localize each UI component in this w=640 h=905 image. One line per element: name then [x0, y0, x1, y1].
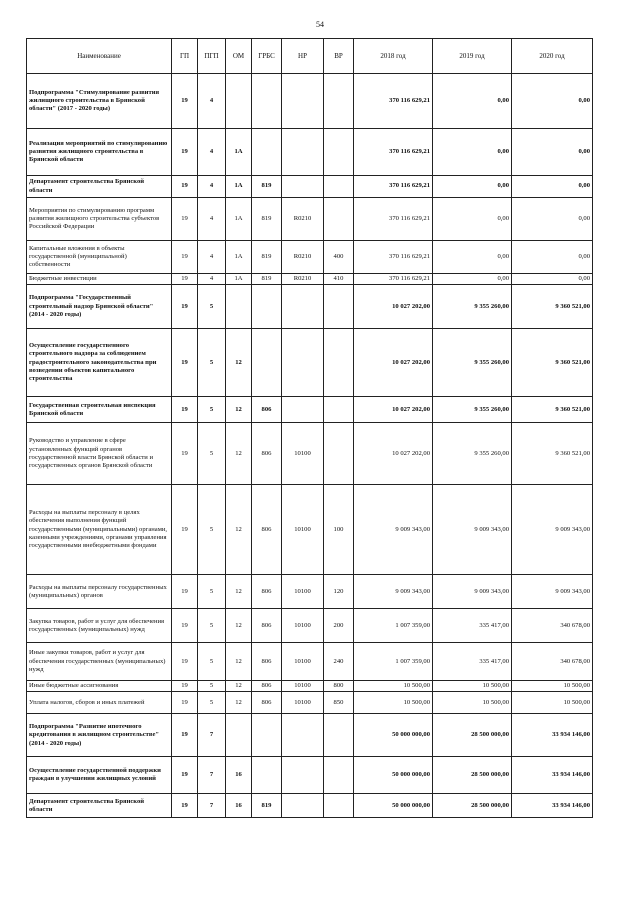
cell-nr: 10100 — [282, 423, 324, 485]
cell-y2020: 0,00 — [512, 129, 593, 176]
cell-y2020: 0,00 — [512, 176, 593, 198]
cell-om: 1А — [226, 241, 252, 274]
cell-grbs: 819 — [252, 794, 282, 818]
header-name: Наименование — [27, 39, 172, 74]
cell-y2019: 335 417,00 — [433, 643, 512, 681]
cell-vr: 200 — [324, 609, 354, 643]
cell-pgp: 4 — [198, 274, 226, 285]
cell-gp: 19 — [172, 575, 198, 609]
cell-pgp: 4 — [198, 241, 226, 274]
page-number: 54 — [316, 20, 324, 29]
cell-name: Закупка товаров, работ и услуг для обеспечения государственных (муниципальных) нужд — [27, 609, 172, 643]
cell-y2019: 28 500 000,00 — [433, 794, 512, 818]
cell-gp: 19 — [172, 274, 198, 285]
cell-gp: 19 — [172, 423, 198, 485]
cell-pgp: 5 — [198, 575, 226, 609]
cell-name: Расходы на выплаты персоналу государственных (муниципальных) органов — [27, 575, 172, 609]
cell-om: 12 — [226, 692, 252, 714]
cell-vr — [324, 757, 354, 794]
header-pgp: ПГП — [198, 39, 226, 74]
cell-name: Государственная строительная инспекция Брянской области — [27, 397, 172, 423]
cell-y2019: 9 009 343,00 — [433, 575, 512, 609]
cell-vr: 410 — [324, 274, 354, 285]
header-vr: ВР — [324, 39, 354, 74]
cell-vr: 850 — [324, 692, 354, 714]
cell-y2020: 10 500,00 — [512, 681, 593, 692]
cell-grbs: 819 — [252, 241, 282, 274]
cell-pgp: 5 — [198, 329, 226, 397]
cell-y2018: 370 116 629,21 — [354, 241, 433, 274]
table-row — [27, 609, 593, 643]
cell-y2018: 370 116 629,21 — [354, 176, 433, 198]
cell-grbs: 806 — [252, 609, 282, 643]
cell-om: 1А — [226, 176, 252, 198]
header-om: ОМ — [226, 39, 252, 74]
cell-gp: 19 — [172, 74, 198, 129]
table-row — [27, 397, 593, 423]
table-row — [27, 274, 593, 285]
cell-grbs: 819 — [252, 176, 282, 198]
table-body — [27, 74, 593, 818]
cell-y2018: 9 009 343,00 — [354, 485, 433, 575]
cell-name: Руководство и управление в сфере установленных функций органов государственной власти Брянской области и государственных органов Брянской области — [27, 423, 172, 485]
cell-gp: 19 — [172, 714, 198, 757]
cell-grbs — [252, 129, 282, 176]
cell-nr: 10100 — [282, 643, 324, 681]
cell-y2018: 370 116 629,21 — [354, 129, 433, 176]
cell-name: Осуществление государственного строительного надзора за соблюдением градостроительного законодательства при возведении объектов капитального строительства — [27, 329, 172, 397]
cell-y2019: 0,00 — [433, 241, 512, 274]
table-row — [27, 241, 593, 274]
cell-y2018: 10 027 202,00 — [354, 423, 433, 485]
cell-pgp: 5 — [198, 285, 226, 329]
cell-grbs — [252, 285, 282, 329]
cell-name: Департамент строительства Брянской области — [27, 176, 172, 198]
cell-vr: 240 — [324, 643, 354, 681]
table-row — [27, 575, 593, 609]
cell-pgp: 4 — [198, 198, 226, 241]
table-row — [27, 485, 593, 575]
cell-vr — [324, 129, 354, 176]
cell-pgp: 4 — [198, 176, 226, 198]
cell-grbs: 819 — [252, 198, 282, 241]
cell-pgp: 5 — [198, 681, 226, 692]
cell-grbs — [252, 329, 282, 397]
cell-om: 1А — [226, 198, 252, 241]
cell-vr: 800 — [324, 681, 354, 692]
cell-gp: 19 — [172, 285, 198, 329]
cell-y2019: 9 009 343,00 — [433, 485, 512, 575]
cell-y2019: 10 500,00 — [433, 681, 512, 692]
table-row — [27, 681, 593, 692]
cell-grbs: 806 — [252, 485, 282, 575]
cell-gp: 19 — [172, 241, 198, 274]
cell-grbs: 806 — [252, 643, 282, 681]
cell-grbs: 806 — [252, 575, 282, 609]
cell-nr — [282, 176, 324, 198]
cell-gp: 19 — [172, 329, 198, 397]
cell-om: 12 — [226, 397, 252, 423]
cell-grbs — [252, 74, 282, 129]
cell-name: Реализация мероприятий по стимулированию развития жилищного строительства в Брянской области — [27, 129, 172, 176]
cell-vr — [324, 423, 354, 485]
cell-y2020: 340 678,00 — [512, 643, 593, 681]
cell-y2018: 10 500,00 — [354, 692, 433, 714]
cell-y2020: 9 009 343,00 — [512, 575, 593, 609]
cell-gp: 19 — [172, 609, 198, 643]
cell-om — [226, 74, 252, 129]
cell-nr — [282, 329, 324, 397]
cell-om: 12 — [226, 575, 252, 609]
cell-pgp: 5 — [198, 643, 226, 681]
table-header-row — [27, 39, 593, 74]
cell-y2019: 28 500 000,00 — [433, 757, 512, 794]
cell-nr: R0210 — [282, 241, 324, 274]
cell-vr: 100 — [324, 485, 354, 575]
table-row — [27, 176, 593, 198]
cell-vr — [324, 794, 354, 818]
cell-om: 12 — [226, 643, 252, 681]
cell-y2018: 370 116 629,21 — [354, 274, 433, 285]
cell-y2020: 10 500,00 — [512, 692, 593, 714]
cell-name: Капитальные вложения в объекты государственной (муниципальной) собственности — [27, 241, 172, 274]
cell-y2018: 9 009 343,00 — [354, 575, 433, 609]
cell-pgp: 7 — [198, 714, 226, 757]
cell-name: Подпрограмма "Развитие ипотечного кредитования в жилищном строительстве" (2014 - 2020 годы) — [27, 714, 172, 757]
cell-vr — [324, 397, 354, 423]
cell-gp: 19 — [172, 692, 198, 714]
table-row — [27, 714, 593, 757]
cell-y2019: 0,00 — [433, 74, 512, 129]
cell-name: Департамент строительства Брянской области — [27, 794, 172, 818]
cell-pgp: 5 — [198, 485, 226, 575]
cell-om — [226, 285, 252, 329]
header-2019: 2019 год — [433, 39, 512, 74]
cell-nr: 10100 — [282, 575, 324, 609]
cell-om: 16 — [226, 757, 252, 794]
cell-y2020: 33 934 146,00 — [512, 794, 593, 818]
cell-gp: 19 — [172, 681, 198, 692]
cell-nr — [282, 757, 324, 794]
cell-gp: 19 — [172, 176, 198, 198]
table-row — [27, 329, 593, 397]
cell-gp: 19 — [172, 643, 198, 681]
cell-gp: 19 — [172, 198, 198, 241]
cell-y2019: 0,00 — [433, 129, 512, 176]
table-row — [27, 692, 593, 714]
cell-grbs: 806 — [252, 397, 282, 423]
cell-nr: 10100 — [282, 485, 324, 575]
cell-y2019: 0,00 — [433, 274, 512, 285]
cell-nr: R0210 — [282, 198, 324, 241]
cell-grbs: 806 — [252, 423, 282, 485]
table-row — [27, 794, 593, 818]
cell-pgp: 5 — [198, 397, 226, 423]
cell-y2020: 9 360 521,00 — [512, 397, 593, 423]
budget-table — [26, 38, 593, 818]
cell-nr — [282, 714, 324, 757]
cell-y2018: 370 116 629,21 — [354, 198, 433, 241]
cell-name: Подпрограмма "Государственный строительный надзор Брянской области" (2014 - 2020 годы) — [27, 285, 172, 329]
cell-grbs: 806 — [252, 681, 282, 692]
cell-y2018: 50 000 000,00 — [354, 714, 433, 757]
cell-y2018: 10 027 202,00 — [354, 397, 433, 423]
cell-grbs: 806 — [252, 692, 282, 714]
cell-vr — [324, 74, 354, 129]
cell-pgp: 7 — [198, 794, 226, 818]
cell-y2020: 9 009 343,00 — [512, 485, 593, 575]
cell-pgp: 5 — [198, 423, 226, 485]
cell-y2019: 9 355 260,00 — [433, 329, 512, 397]
cell-vr — [324, 285, 354, 329]
cell-y2019: 335 417,00 — [433, 609, 512, 643]
cell-nr — [282, 285, 324, 329]
cell-y2020: 340 678,00 — [512, 609, 593, 643]
cell-y2020: 0,00 — [512, 241, 593, 274]
cell-om: 12 — [226, 423, 252, 485]
cell-nr: R0210 — [282, 274, 324, 285]
cell-pgp: 5 — [198, 609, 226, 643]
cell-name: Мероприятия по стимулированию программ развития жилищного строительства субъектов Российской Федерации — [27, 198, 172, 241]
cell-vr — [324, 176, 354, 198]
table-row — [27, 757, 593, 794]
cell-pgp: 4 — [198, 74, 226, 129]
cell-om: 12 — [226, 329, 252, 397]
cell-y2019: 9 355 260,00 — [433, 397, 512, 423]
cell-om: 12 — [226, 485, 252, 575]
cell-gp: 19 — [172, 794, 198, 818]
header-2018: 2018 год — [354, 39, 433, 74]
cell-y2020: 0,00 — [512, 274, 593, 285]
cell-y2020: 9 360 521,00 — [512, 329, 593, 397]
cell-vr: 400 — [324, 241, 354, 274]
cell-name: Осуществление государственной поддержки граждан в улучшении жилищных условий — [27, 757, 172, 794]
cell-name: Иные закупки товаров, работ и услуг для обеспечения государственных (муниципальных) нужд — [27, 643, 172, 681]
cell-y2019: 28 500 000,00 — [433, 714, 512, 757]
cell-y2020: 0,00 — [512, 74, 593, 129]
cell-nr: 10100 — [282, 692, 324, 714]
cell-nr — [282, 129, 324, 176]
cell-nr: 10100 — [282, 681, 324, 692]
table-row — [27, 423, 593, 485]
cell-om — [226, 714, 252, 757]
table-row — [27, 285, 593, 329]
cell-vr — [324, 714, 354, 757]
cell-gp: 19 — [172, 757, 198, 794]
cell-y2019: 9 355 260,00 — [433, 285, 512, 329]
table-row — [27, 643, 593, 681]
cell-nr — [282, 794, 324, 818]
cell-grbs — [252, 757, 282, 794]
cell-vr — [324, 198, 354, 241]
cell-pgp: 4 — [198, 129, 226, 176]
cell-y2020: 0,00 — [512, 198, 593, 241]
cell-nr — [282, 397, 324, 423]
cell-nr — [282, 74, 324, 129]
cell-name: Иные бюджетные ассигнования — [27, 681, 172, 692]
cell-y2018: 50 000 000,00 — [354, 757, 433, 794]
cell-om: 12 — [226, 609, 252, 643]
cell-grbs — [252, 714, 282, 757]
table-row — [27, 198, 593, 241]
cell-y2020: 33 934 146,00 — [512, 757, 593, 794]
cell-y2018: 50 000 000,00 — [354, 794, 433, 818]
cell-om: 12 — [226, 681, 252, 692]
cell-om: 16 — [226, 794, 252, 818]
cell-y2018: 1 007 359,00 — [354, 643, 433, 681]
table-row — [27, 129, 593, 176]
cell-om: 1А — [226, 129, 252, 176]
header-nr: НР — [282, 39, 324, 74]
cell-name: Подпрограмма "Стимулирование развития жилищного строительства в Брянской области" (2017 - 2020 годы) — [27, 74, 172, 129]
cell-name: Расходы на выплаты персоналу в целях обеспечения выполнения функций государственными (муниципальными) органами, казенными учреждениями, органами управления государственными внебюджетными фондами — [27, 485, 172, 575]
cell-y2020: 9 360 521,00 — [512, 423, 593, 485]
cell-y2018: 10 027 202,00 — [354, 329, 433, 397]
cell-y2019: 9 355 260,00 — [433, 423, 512, 485]
cell-pgp: 5 — [198, 692, 226, 714]
cell-y2018: 10 027 202,00 — [354, 285, 433, 329]
cell-om: 1А — [226, 274, 252, 285]
cell-y2019: 0,00 — [433, 176, 512, 198]
cell-name: Бюджетные инвестиции — [27, 274, 172, 285]
cell-name: Уплата налогов, сборов и иных платежей — [27, 692, 172, 714]
cell-y2018: 370 116 629,21 — [354, 74, 433, 129]
cell-vr — [324, 329, 354, 397]
header-2020: 2020 год — [512, 39, 593, 74]
cell-gp: 19 — [172, 485, 198, 575]
cell-gp: 19 — [172, 129, 198, 176]
cell-grbs: 819 — [252, 274, 282, 285]
table-row — [27, 74, 593, 129]
cell-nr: 10100 — [282, 609, 324, 643]
cell-pgp: 7 — [198, 757, 226, 794]
cell-y2018: 10 500,00 — [354, 681, 433, 692]
cell-y2019: 10 500,00 — [433, 692, 512, 714]
header-gp: ГП — [172, 39, 198, 74]
cell-vr: 120 — [324, 575, 354, 609]
cell-y2020: 9 360 521,00 — [512, 285, 593, 329]
cell-y2020: 33 934 146,00 — [512, 714, 593, 757]
header-grbs: ГРБС — [252, 39, 282, 74]
cell-y2018: 1 007 359,00 — [354, 609, 433, 643]
cell-y2019: 0,00 — [433, 198, 512, 241]
cell-gp: 19 — [172, 397, 198, 423]
